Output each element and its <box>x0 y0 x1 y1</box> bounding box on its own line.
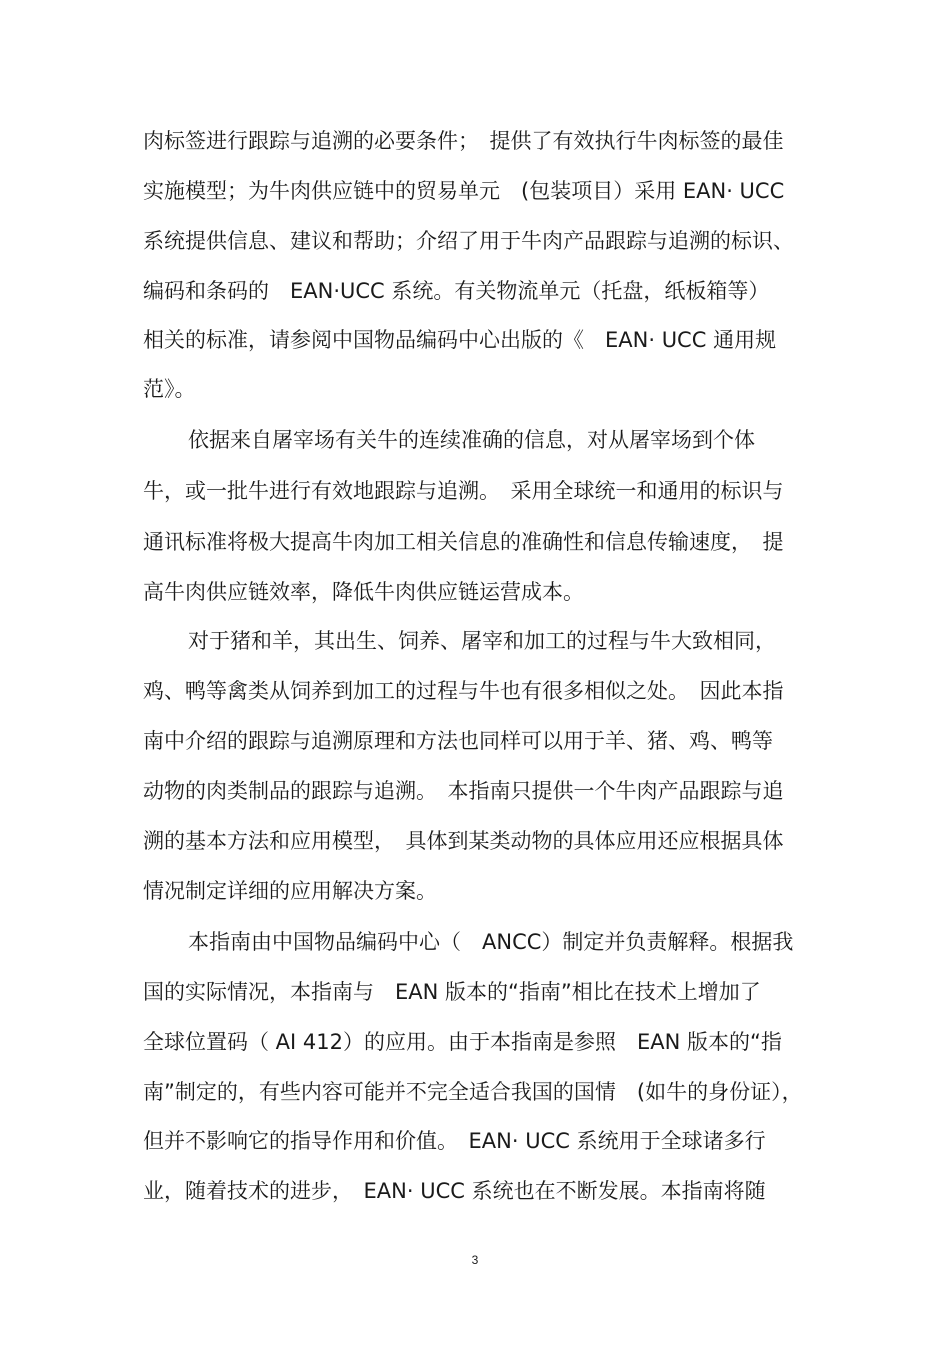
paragraph-start-line: 依据来自屠宰场有关牛的连续准确的信息，对从屠宰场到个体 <box>188 428 755 452</box>
text-line: 业，随着技术的进步， EAN· UCC 系统也在不断发展。本指南将随 <box>143 1179 766 1203</box>
text-line: 动物的肉类制品的跟踪与追溯。 本指南只提供一个牛肉产品跟踪与追 <box>143 779 784 803</box>
page-number: 3 <box>471 1253 479 1267</box>
paragraph-start-line: 本指南由中国物品编码中心（ ANCC）制定并负责解释。根据我 <box>188 930 794 954</box>
text-line: 编码和条码的 EAN·UCC 系统。有关物流单元（托盘，纸板箱等） <box>143 279 770 303</box>
text-line: 鸡、鸭等禽类从饲养到加工的过程与牛也有很多相似之处。 因此本指 <box>143 679 784 703</box>
text-line: 实施模型；为牛肉供应链中的贸易单元 (包装项目）采用 EAN· UCC <box>143 179 785 203</box>
text-line: 国的实际情况，本指南与 EAN 版本的“指南”相比在技术上增加了 <box>143 980 761 1004</box>
text-line: 溯的基本方法和应用模型， 具体到某类动物的具体应用还应根据具体 <box>143 829 784 853</box>
text-line: 但并不影响它的指导作用和价值。 EAN· UCC 系统用于全球诸多行 <box>143 1129 766 1153</box>
text-line: 全球位置码（ AI 412）的应用。由于本指南是参照 EAN 版本的“指 <box>143 1030 782 1054</box>
text-line: 范》。 <box>143 377 196 401</box>
text-line: 高牛肉供应链效率，降低牛肉供应链运营成本。 <box>143 580 584 604</box>
text-line: 肉标签进行跟踪与追溯的必要条件； 提供了有效执行牛肉标签的最佳 <box>143 129 784 153</box>
text-line: 牛，或一批牛进行有效地跟踪与追溯。 采用全球统一和通用的标识与 <box>143 479 784 503</box>
paragraph-start-line: 对于猪和羊，其出生、饲养、屠宰和加工的过程与牛大致相同， <box>188 629 776 653</box>
text-line: 情况制定详细的应用解决方案。 <box>143 879 437 903</box>
text-line: 系统提供信息、建议和帮助；介绍了用于牛肉产品跟踪与追溯的标识、 <box>143 229 794 253</box>
text-line: 南中介绍的跟踪与追溯原理和方法也同样可以用于羊、猪、鸡、鸭等 <box>143 729 773 753</box>
text-line: 相关的标准，请参阅中国物品编码中心出版的《 EAN· UCC 通用规 <box>143 328 777 352</box>
text-line: 南”制定的，有些内容可能并不完全适合我国的国情 (如牛的身份证）， <box>143 1080 803 1104</box>
text-line: 通讯标准将极大提高牛肉加工相关信息的准确性和信息传输速度， 提 <box>143 530 784 554</box>
